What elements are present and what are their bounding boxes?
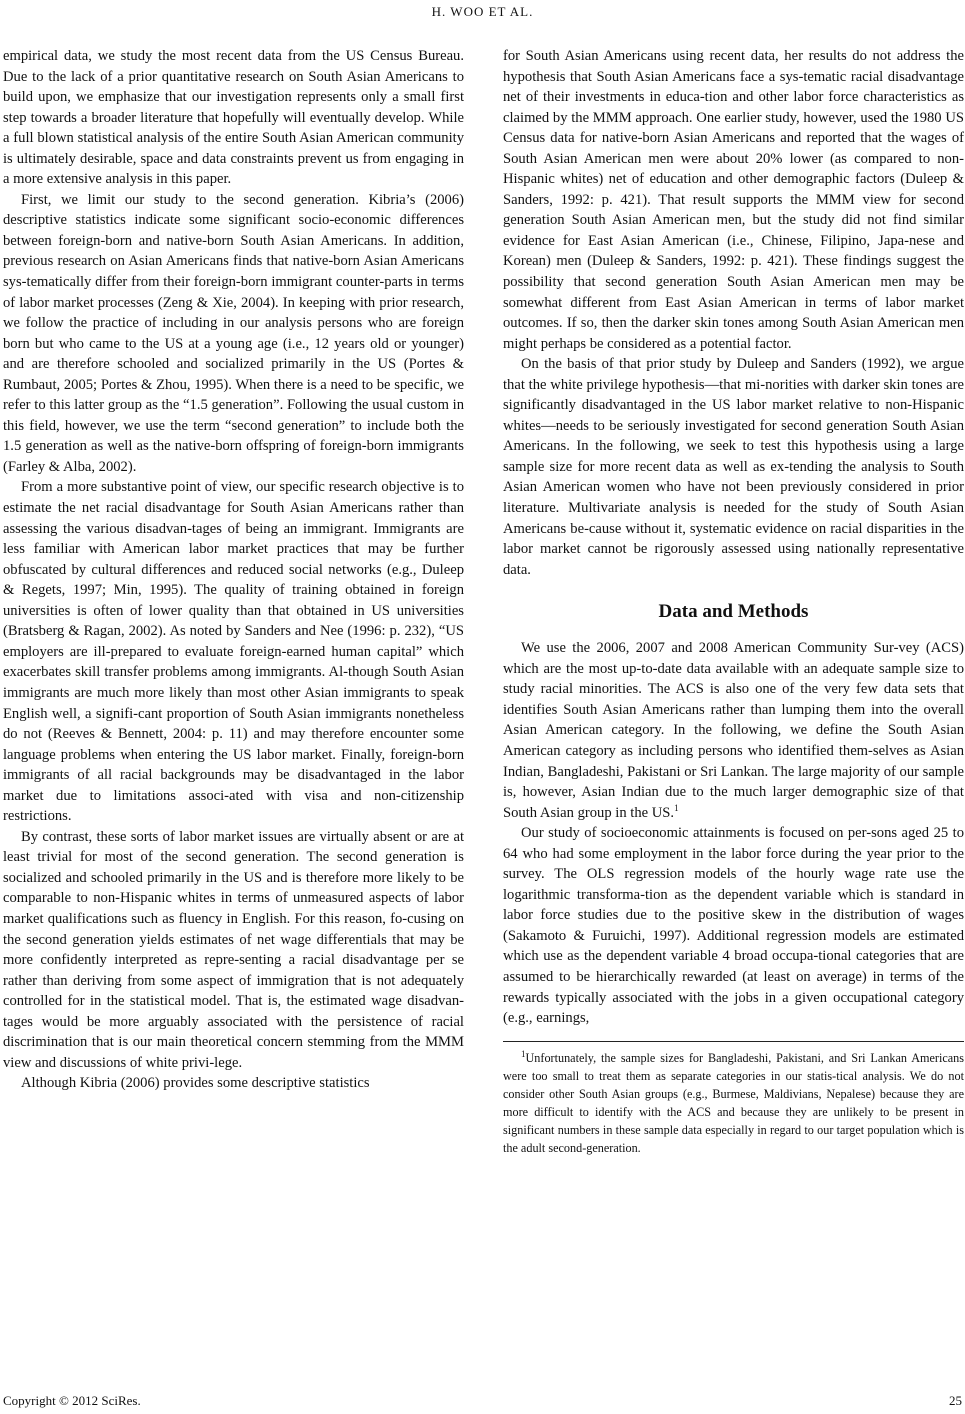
page-number: 25 bbox=[949, 1393, 962, 1408]
footnote-reference[interactable]: 1 bbox=[674, 802, 679, 813]
paragraph: On the basis of that prior study by Duleep and Sanders (1992), we argue that the white privilege hypothesis—that mi-norities with darker skin tones are significantly disadvantaged in the US labor market relative to non-Hispanic whites—needs to be seriously investigated for second generation South Asian Americans. In the following, we seek to test this hypothesis using a large sample size for more recent data as well as ex-tending the analysis to South Asian American women who have not been previously considered in prior literature. Multivariate analysis is needed for the study of South Asian Americans be-cause without it, systematic evidence on racial disparities in the labor market cannot be rigorously assessed using nationally representative data. bbox=[503, 356, 964, 578]
right-column bbox=[503, 46, 964, 1157]
paragraph: First, we limit our study to the second generation. Kibria’s (2006) descriptive statistics indicate some significant socio-economic differences between foreign-born and native-born South Asian Americans. In addition, previous research on Asian Americans finds that native-born Asian Americans sys-tematically differ from their foreign-born immigrant counter-parts in terms of labor market processes (Zeng & Xie, 2004). In keeping with prior research, we follow the practice of including in our analysis persons who are foreign born but who came to the US at a young age (i.e., 12 years old or younger) and are therefore schooled and socialized primarily in the US (Portes & Rumbaut, 2005; Portes & Zhou, 1995). When there is a need to be specific, we refer to this latter group as the “1.5 generation”. Following the usual custom in this field, however, we use the term “second generation” to include both the 1.5 generation as well as the native-born offspring of foreign-born immigrants (Farley & Alba, 2002). bbox=[3, 191, 464, 475]
paragraph: By contrast, these sorts of labor market issues are virtually absent or are at least trivial for most of the second generation. The second generation is socialized and schooled primarily in the US and is therefore more likely to be comparable to non-Hispanic whites in terms of unmeasured aspects of labor market qualifications such as fluency in English. For this reason, fo-cusing on the second generation yields estimates of net wage differentials that may be more confidently interpreted as repre-senting a racial disadvantage per se rather than deriving from some aspect of immigration that is not adequately controlled for in the statistical model. That is, the estimated wage disadvan-tages would be more arguably associated with the persistence of racial discrimination that is our main theoretical concern stemming from the MMM view and discussions of white privi-lege. bbox=[3, 828, 464, 1071]
section-heading: Data and Methods bbox=[658, 601, 809, 623]
footnote bbox=[503, 1049, 964, 1157]
footnote-mark: 1 bbox=[521, 1048, 526, 1059]
paragraph: From a more substantive point of view, our specific research objective is to estimate the net racial disadvantage for South Asian Americans rather than assessing the various disadvan-tages of being an immigrant. Immigrants are less familiar with American labor market practices that may be further obfuscated by cultural differences and reduced social networks (e.g., Duleep & Regets, 1997; Min, 1995). The quality of training obtained in foreign universities is often of lower quality than that obtained in US universities (Bratsberg & Ragan, 2002). As noted by Sanders and Nee (1996: p. 232), “US employers are ill-prepared to evaluate foreign-earned human capital” which exacerbates skill transfer problems among immigrants. Al-though South Asian immigrants are much more likely than most other Asian immigrants to speak English well, a signifi-cant proportion of South Asian immigrants nonetheless do not (Reeves & Bennett, 2004: p. 11) and may therefore encounter some language problems when entering the US labor market. Finally, foreign-born immigrants of all racial backgrounds may be disadvantaged in the labor market due to limitations associ-ated with visa and non-citizenship restrictions. bbox=[3, 479, 464, 825]
running-head: H. WOO ET AL. bbox=[431, 4, 534, 19]
paragraph-text: We use the 2006, 2007 and 2008 American Community Sur-vey (ACS) which are the most up-to-date data available with an adequate sample size to study racial minorities. The ACS is also one of the very few data sets that identifies South Asian Americans rather than lumping them into the overall Asian American category. In the following, we define the South Asian American category as including persons who identified them-selves as Asian Indian, Bangladeshi, Pakistani or Sri Lankan. The large majority of our sample is, however, Asian Indian due to the much larger demographic size of that South Asian group in the US. bbox=[503, 640, 964, 821]
paragraph: for South Asian Americans using recent data, her results do not address the hypothesis that South Asian Americans face a sys-tematic racial disadvantage net of their investments in educa-tion and other labor force characteristics as claimed by the MMM approach. One earlier study, however, used the 1980 US Census data for native-born Asian Americans and reported that the wages of South Asian American men were about 20% lower (as compared to non-Hispanic whites) net of education and other demographic factors (Duleep & Sanders, 1992: p. 421). That result supports the MMM view for second generation South Asian American men, but the study did not find similar evidence for East Asian American (i.e., Chinese, Filipino, Japa-nese and Korean) men (Duleep & Sanders, 1992: p. 421). These findings suggest the possibility that second generation South Asian American men may be somewhat different from East Asian American in terms of labor market outcomes. If so, then the darker skin tones among South Asian American men might perhaps be considered as a potential factor. bbox=[503, 48, 964, 352]
paragraph: Our study of socioeconomic attainments is focused on per-sons aged 25 to 64 who had some employment in the labor force during the year prior to the survey. The OLS regression models of the hourly wage rate use the logarithmic transforma-tion as the dependent variable which is standard in labor force studies due to the positive skew in the distribution of wages (Sakamoto & Furuichi, 1997). Additional regression models are estimated which use as the dependent variable 4 broad occupa-tional categories that are assumed to be hierarchically rewarded (at least on average) in terms of the rewards typically associated with the jobs in a given occupational category (e.g., earnings, bbox=[503, 825, 964, 1027]
paragraph: empirical data, we study the most recent data from the US Census Bureau. Due to the lack of a prior quantitative research on South Asian Americans to build upon, we emphasize that our investigation represents only a small first step towards a broader literature that hopefully will eventually develop. While a full blown statistical analysis of the entire South Asian American community is ultimately desirable, space and data constraints prevent us from engaging in a more extensive analysis in this paper. bbox=[3, 48, 464, 188]
paragraph: Although Kibria (2006) provides some descriptive statistics bbox=[21, 1075, 370, 1092]
copyright-notice: Copyright © 2012 SciRes. bbox=[3, 1393, 141, 1408]
left-column bbox=[3, 46, 464, 1094]
footnote-text: Unfortunately, the sample sizes for Bangladeshi, Pakistani, and Sri Lankan Americans were too small to treat them as separate categories in our statis-tical analysis. We do not consider other South Asian groups (e.g., Burmese, Maldivians, Nepalese) because they are more difficult to identify with the ACS and because they are unlikely to be present in significant numbers in these sample data especially in regard to our target population which is the adult second-generation. bbox=[503, 1050, 964, 1155]
paragraph bbox=[503, 638, 964, 823]
footnote-divider bbox=[503, 1041, 964, 1042]
